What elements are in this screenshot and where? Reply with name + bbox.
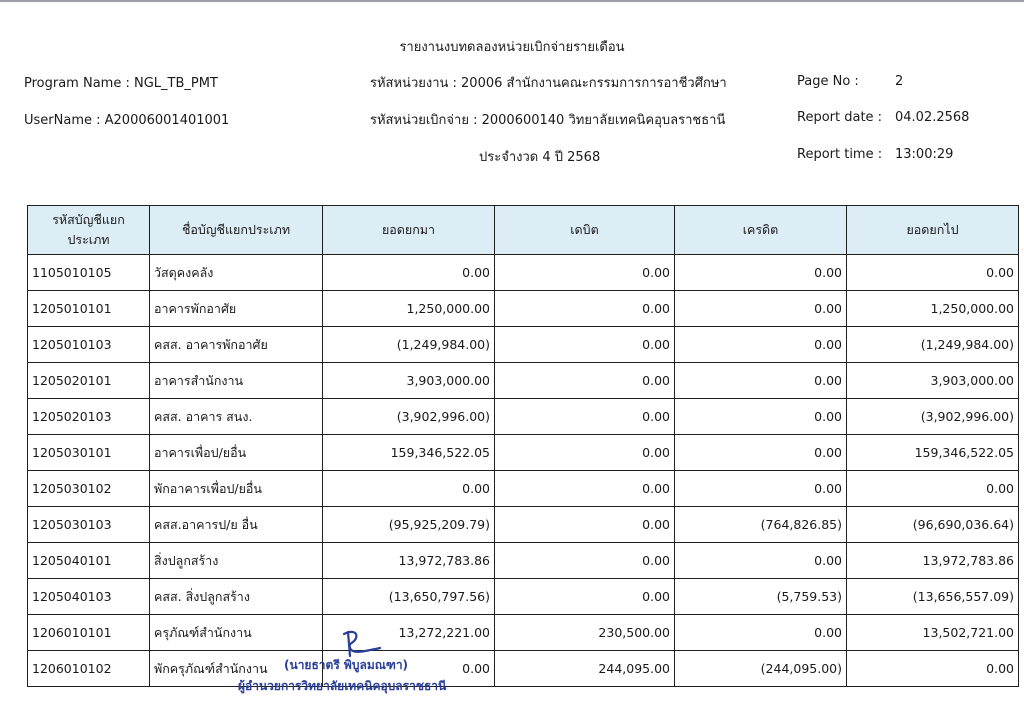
report-date-label: Report date : bbox=[797, 110, 883, 125]
cell-account-code: 1205030102 bbox=[28, 471, 150, 507]
cell-debit: 230,500.00 bbox=[495, 615, 675, 651]
table-row bbox=[28, 399, 1019, 435]
cell-credit: 0.00 bbox=[675, 255, 847, 291]
disbursement-unit-code: รหัสหน่วยเบิกจ่าย : 2000600140 วิทยาลัยเทคนิคอุบลราชธานี bbox=[370, 113, 726, 128]
cell-brought-forward: (3,902,996.00) bbox=[323, 399, 495, 435]
cell-carried-forward: 13,972,783.86 bbox=[847, 543, 1019, 579]
cell-brought-forward: 13,972,783.86 bbox=[323, 543, 495, 579]
cell-account-name: อาคารพักอาศัย bbox=[150, 291, 323, 327]
header-brought-forward: ยอดยกมา bbox=[323, 206, 495, 255]
cell-account-code: 1205030101 bbox=[28, 435, 150, 471]
cell-account-name: คสส. อาคาร สนง. bbox=[150, 399, 323, 435]
cell-account-code: 1205020103 bbox=[28, 399, 150, 435]
cell-debit: 0.00 bbox=[495, 291, 675, 327]
cell-account-code: 1205010103 bbox=[28, 327, 150, 363]
cell-debit: 244,095.00 bbox=[495, 651, 675, 687]
cell-credit: (5,759.53) bbox=[675, 579, 847, 615]
cell-brought-forward: 0.00 bbox=[323, 651, 495, 687]
agency-code: รหัสหน่วยงาน : 20006 สำนักงานคณะกรรมการการอาชีวศึกษา bbox=[370, 76, 727, 91]
cell-account-code: 1205030103 bbox=[28, 507, 150, 543]
cell-credit: 0.00 bbox=[675, 471, 847, 507]
cell-brought-forward: 159,346,522.05 bbox=[323, 435, 495, 471]
cell-carried-forward: (96,690,036.64) bbox=[847, 507, 1019, 543]
cell-debit: 0.00 bbox=[495, 399, 675, 435]
cell-debit: 0.00 bbox=[495, 363, 675, 399]
table-row bbox=[28, 327, 1019, 363]
trial-balance-table bbox=[27, 205, 1019, 687]
report-period: ประจำงวด 4 ปี 2568 bbox=[479, 150, 601, 165]
cell-account-code: 1206010101 bbox=[28, 615, 150, 651]
report-time-value: 13:00:29 bbox=[895, 147, 954, 162]
cell-carried-forward: 13,502,721.00 bbox=[847, 615, 1019, 651]
cell-debit: 0.00 bbox=[495, 435, 675, 471]
table-row bbox=[28, 579, 1019, 615]
cell-debit: 0.00 bbox=[495, 543, 675, 579]
table-row bbox=[28, 363, 1019, 399]
cell-account-name: พักอาคารเพื่อป/ยอื่น bbox=[150, 471, 323, 507]
cell-credit: 0.00 bbox=[675, 399, 847, 435]
table-body bbox=[28, 255, 1019, 687]
table-row bbox=[28, 291, 1019, 327]
table-row bbox=[28, 507, 1019, 543]
report-title: รายงานงบทดลองหน่วยเบิกจ่ายรายเดือน bbox=[399, 40, 625, 55]
cell-debit: 0.00 bbox=[495, 255, 675, 291]
cell-account-code: 1205040101 bbox=[28, 543, 150, 579]
cell-brought-forward: (1,249,984.00) bbox=[323, 327, 495, 363]
cell-account-name: คสส. สิ่งปลูกสร้าง bbox=[150, 579, 323, 615]
cell-credit: 0.00 bbox=[675, 543, 847, 579]
cell-account-name: พักครุภัณฑ์สำนักงาน bbox=[150, 651, 323, 687]
cell-brought-forward: 13,272,221.00 bbox=[323, 615, 495, 651]
cell-carried-forward: 1,250,000.00 bbox=[847, 291, 1019, 327]
cell-carried-forward: (3,902,996.00) bbox=[847, 399, 1019, 435]
cell-carried-forward: 0.00 bbox=[847, 651, 1019, 687]
cell-account-name: สิ่งปลูกสร้าง bbox=[150, 543, 323, 579]
cell-brought-forward: 1,250,000.00 bbox=[323, 291, 495, 327]
cell-carried-forward: (1,249,984.00) bbox=[847, 327, 1019, 363]
cell-debit: 0.00 bbox=[495, 327, 675, 363]
cell-account-name: อาคารสำนักงาน bbox=[150, 363, 323, 399]
user-name: UserName : A20006001401001 bbox=[24, 113, 230, 128]
cell-carried-forward: (13,656,557.09) bbox=[847, 579, 1019, 615]
cell-carried-forward: 3,903,000.00 bbox=[847, 363, 1019, 399]
cell-brought-forward: (95,925,209.79) bbox=[323, 507, 495, 543]
cell-credit: 0.00 bbox=[675, 435, 847, 471]
cell-debit: 0.00 bbox=[495, 579, 675, 615]
table-header-row bbox=[28, 206, 1019, 255]
table-row bbox=[28, 651, 1019, 687]
cell-account-code: 1206010102 bbox=[28, 651, 150, 687]
cell-account-name: คสส. อาคารพักอาศัย bbox=[150, 327, 323, 363]
cell-credit: 0.00 bbox=[675, 615, 847, 651]
cell-credit: 0.00 bbox=[675, 363, 847, 399]
page-no-value: 2 bbox=[895, 74, 904, 89]
cell-account-code: 1205040103 bbox=[28, 579, 150, 615]
cell-account-code: 1205010101 bbox=[28, 291, 150, 327]
cell-brought-forward: 0.00 bbox=[323, 255, 495, 291]
cell-brought-forward: 0.00 bbox=[323, 471, 495, 507]
header-carried-forward: ยอดยกไป bbox=[847, 206, 1019, 255]
report-date-value: 04.02.2568 bbox=[895, 110, 970, 125]
cell-account-name: อาคารเพื่อป/ยอื่น bbox=[150, 435, 323, 471]
cell-account-code: 1105010105 bbox=[28, 255, 150, 291]
cell-debit: 0.00 bbox=[495, 471, 675, 507]
cell-credit: (244,095.00) bbox=[675, 651, 847, 687]
cell-debit: 0.00 bbox=[495, 507, 675, 543]
header-debit: เดบิต bbox=[495, 206, 675, 255]
cell-credit: 0.00 bbox=[675, 291, 847, 327]
report-time-label: Report time : bbox=[797, 147, 883, 162]
cell-brought-forward: (13,650,797.56) bbox=[323, 579, 495, 615]
cell-account-name: ครุภัณฑ์สำนักงาน bbox=[150, 615, 323, 651]
table-row bbox=[28, 255, 1019, 291]
cell-brought-forward: 3,903,000.00 bbox=[323, 363, 495, 399]
program-name: Program Name : NGL_TB_PMT bbox=[24, 76, 218, 91]
header-account-name: ชื่อบัญชีแยกประเภท bbox=[150, 206, 323, 255]
scan-top-edge bbox=[0, 0, 1024, 2]
cell-account-name: คสส.อาคารป/ย อื่น bbox=[150, 507, 323, 543]
page-no-label: Page No : bbox=[797, 74, 859, 89]
signatory-position: ผู้อำนวยการวิทยาลัยเทคนิคอุบลราชธานี bbox=[238, 679, 447, 693]
signatory-name: (นายธาตรี พิบูลมณฑา) bbox=[284, 658, 409, 672]
header-account-code: รหัสบัญชีแยกประเภท bbox=[28, 206, 150, 255]
cell-account-name: วัสดุคงคลัง bbox=[150, 255, 323, 291]
table-row bbox=[28, 543, 1019, 579]
cell-account-code: 1205020101 bbox=[28, 363, 150, 399]
table-row bbox=[28, 471, 1019, 507]
cell-carried-forward: 0.00 bbox=[847, 255, 1019, 291]
cell-carried-forward: 0.00 bbox=[847, 471, 1019, 507]
cell-credit: (764,826.85) bbox=[675, 507, 847, 543]
table-row bbox=[28, 435, 1019, 471]
header-credit: เครดิต bbox=[675, 206, 847, 255]
cell-credit: 0.00 bbox=[675, 327, 847, 363]
table-row bbox=[28, 615, 1019, 651]
cell-carried-forward: 159,346,522.05 bbox=[847, 435, 1019, 471]
